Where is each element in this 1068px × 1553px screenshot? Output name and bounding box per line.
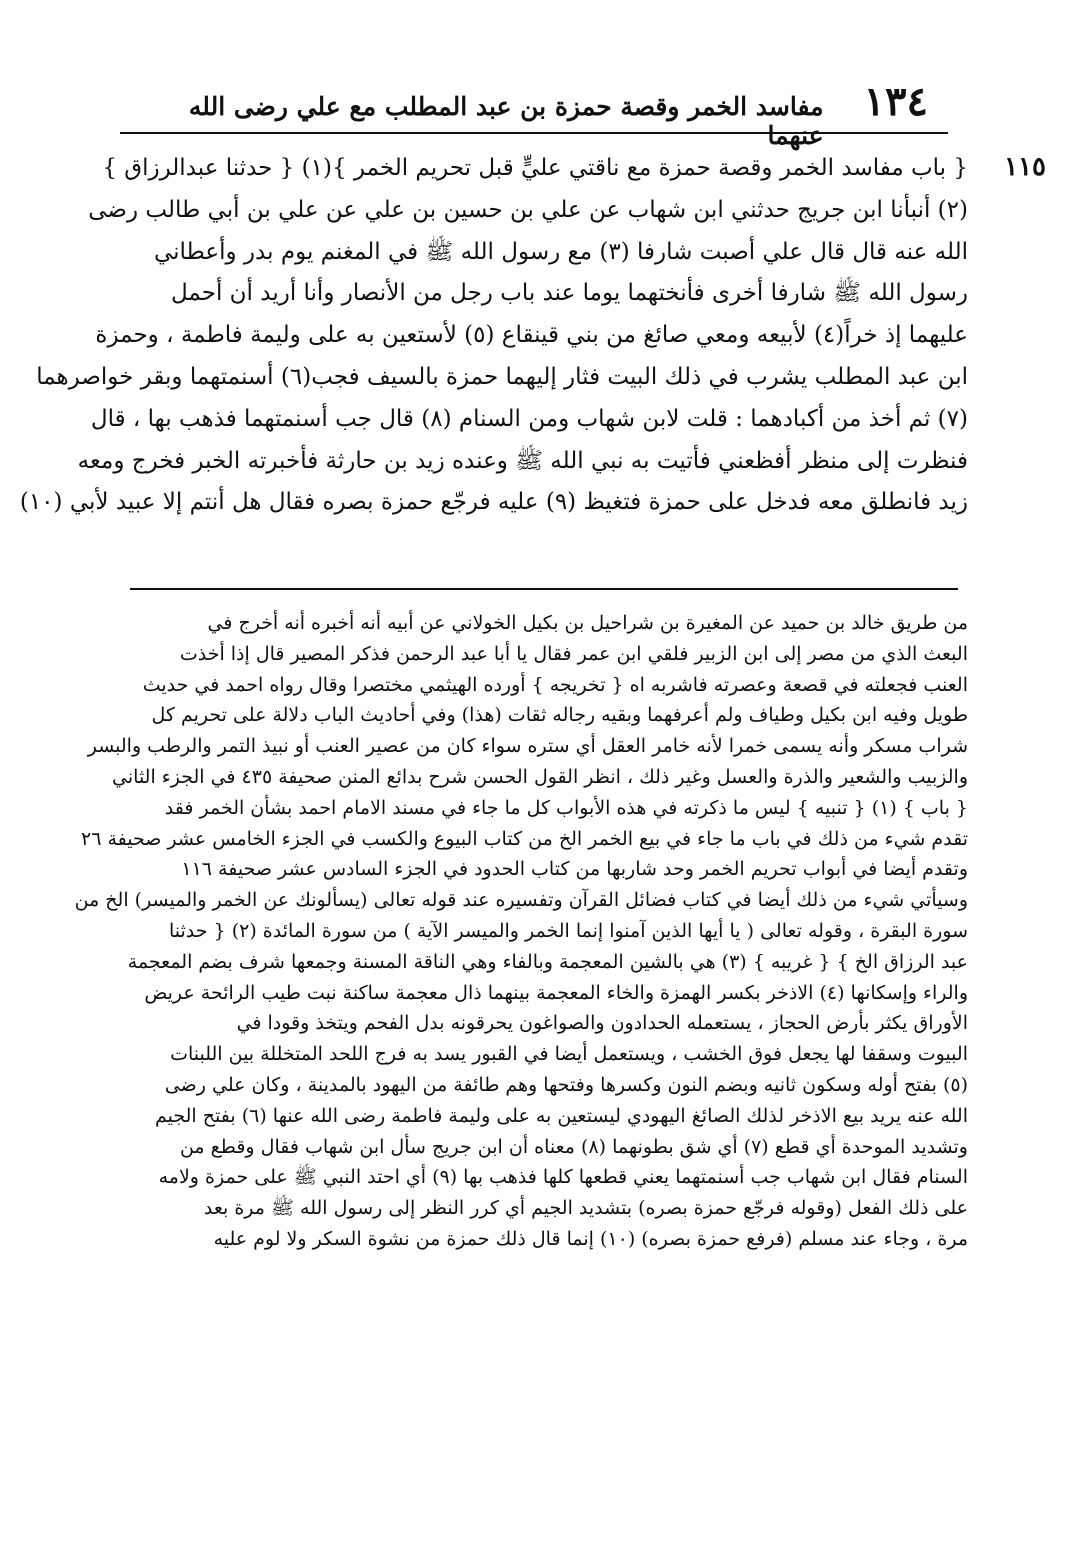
footnote-line: عبد الرزاق الخ } { غريبه } (٣) هي بالشين المعجمة وبالفاء وهي الناقة المسنة وجمعها شرف بضم المعجمة <box>127 950 968 973</box>
footnote-line: سورة البقرة ، وقوله تعالى ( يا أيها الذين آمنوا إنما الخمر والميسر الآية ) من سورة المائدة (٢) { حدثنا <box>169 919 968 942</box>
main-text-line: ابن عبد المطلب يشرب في ذلك البيت فثار إليهما حمزة بالسيف فجب(٦) أسنمتهما وبقر خواصرهما <box>36 363 968 390</box>
footnote-line: الله عنه يريد بيع الاذخر لذلك الصائغ اليهودي ليستعين به على وليمة فاطمة رضى الله عنها (٦) بفتح الجيم <box>155 1104 968 1127</box>
main-text-line: عليهما إذ خراً(٤) لأبيعه ومعي صائغ من بني قينقاع (٥) لأستعين به على وليمة فاطمة ، وحمزة <box>95 322 968 349</box>
main-text-line: { باب مفاسد الخمر وقصة حمزة مع ناقتي عليٍّ قبل تحريم الخمر }(١) { حدثنا عبدالرزاق } <box>102 155 968 181</box>
main-text <box>19 148 968 524</box>
footnote-line: (٥) بفتح أوله وسكون ثانيه وبضم النون وكسرها وفتحها وهم طائفة من اليهود بالمدينة ، وكان علي رضى <box>164 1073 968 1096</box>
footnote-line: شراب مسكر وأنه يسمى خمرا لأنه خامر العقل أي ستره سواء كان من عصير العنب أو نبيذ التمر والرطب والبسر <box>87 735 968 758</box>
footnote-line: العنب فجعلته في قصعة وعصرته فاشربه اه { تخريجه } أورده الهيثمي مختصرا وقال رواه احمد في حديث <box>142 673 968 696</box>
footnote-line: { باب } (١) { تنبيه } ليس ما ذكرته في هذه الأبواب كل ما جاء في مسند الامام احمد بشأن الخمر فقد <box>164 796 968 819</box>
footnote-line: والزبيب والشعير والذرة والعسل وغير ذلك ، انظر القول الحسن شرح بدائع المنن صحيفة ٤٣٥ في الجزء الثاني <box>112 765 968 788</box>
footnote-line: وسيأتي شيء من ذلك أيضا في كتاب فضائل القرآن وتفسيره عند قوله تعالى (يسألونك عن الخمر والميسر) الخ من <box>74 889 968 912</box>
footnote-line: وتشديد الموحدة أي قطع (٧) أي شق بطونهما (٨) معناه أن ابن جريج سأل ابن شهاب فقال وقطع من <box>179 1135 968 1158</box>
footnote-line: السنام فقال ابن شهاب جب أسنمتهما يعني قطعها كلها فذهب بها (٩) أي احتد النبي ﷺ على حمزة ولامه <box>158 1166 968 1189</box>
running-title: مفاسد الخمر وقصة حمزة بن عبد المطلب مع علي رضى الله عنهما <box>188 92 824 150</box>
footnotes <box>74 608 968 1255</box>
main-text-line: رسول الله ﷺ شارفا أخرى فأنختهما يوما عند باب رجل من الأنصار وأنا أريد أن أحمل <box>171 280 968 307</box>
footnote-line: والراء وإسكانها (٤) الاذخر بكسر الهمزة والخاء المعجمة بينهما ذال معجمة ساكنة نبت طيب الرائحة عريض <box>144 981 968 1004</box>
main-text-line: (٢) أنبأنا ابن جريج حدثني ابن شهاب عن علي بن حسين بن علي عن علي بن أبي طالب رضى <box>88 196 968 223</box>
main-text-line: (٧) ثم أخذ من أكبادهما : قلت لابن شهاب ومن السنام (٨) قال جب أسنمتهما فذهب بها ، قال <box>90 405 968 432</box>
footnote-line: طويل وفيه ابن بكيل وطياف ولم أعرفهما وبقيه رجاله ثقات (هذا) وفي أحاديث الباب دلالة على تحريم كل <box>151 704 968 727</box>
footnote-divider <box>130 588 958 590</box>
page-header <box>180 78 928 150</box>
main-text-line: زيد فانطلق معه فدخل على حمزة فتغيظ (٩) عليه فرجّع حمزة بصره فقال هل أنتم إلا عبيد لأبي (١٠) <box>19 489 968 516</box>
hadith-number: ١١٥ <box>1004 152 1046 182</box>
main-text-line: الله عنه قال قال علي أصبت شارفا (٣) مع رسول الله ﷺ في المغنم يوم بدر وأعطاني <box>153 238 968 265</box>
footnote-line: البيوت وسقفا لها يجعل فوق الخشب ، ويستعمل أيضا في القبور يسد به فرج اللحد المتخللة بين اللبنات <box>170 1043 968 1066</box>
page-number: ١٣٤ <box>863 78 928 125</box>
main-text-line: فنظرت إلى منظر أفظعني فأتيت به نبي الله ﷺ وعنده زيد بن حارثة فأخبرته الخبر فخرج ومعه <box>77 447 968 474</box>
footnote-line: على ذلك الفعل (وقوله فرجّع حمزة بصره) بتشديد الجيم أي كرر النظر إلى رسول الله ﷺ مرة بعد <box>203 1197 968 1220</box>
header-divider <box>120 132 948 134</box>
footnote-line: وتقدم أيضا في أبواب تحريم الخمر وحد شاربها من كتاب الحدود في الجزء السادس عشر صحيفة ١١٦ <box>181 858 968 881</box>
footnote-line: تقدم شيء من ذلك في باب ما جاء في بيع الخمر الخ من كتاب البيوع والكسب في الجزء الخامس عشر صحيفة ٢٦ <box>81 827 968 850</box>
footnote-line: البعث الذي من مصر إلى ابن الزبير فلقي ابن عمر فقال يا أبا عبد الرحمن فذكر المصير قال إذا أخذت <box>179 642 968 665</box>
footnote-line: من طريق خالد بن حميد عن المغيرة بن شراحيل بن بكيل الخولاني عن أبيه أنه أخبره أنه أخرج في <box>207 612 968 634</box>
footnote-line: الأوراق يكثر بأرض الحجاز ، يستعمله الحدادون والصواغون يحرقونه بدل الفحم ويتخذ وقودا في <box>236 1012 968 1035</box>
footnote-line: مرة ، وجاء عند مسلم (فرفع حمزة بصره) (١٠) إنما قال ذلك حمزة من نشوة السكر ولا لوم عليه <box>213 1227 968 1250</box>
